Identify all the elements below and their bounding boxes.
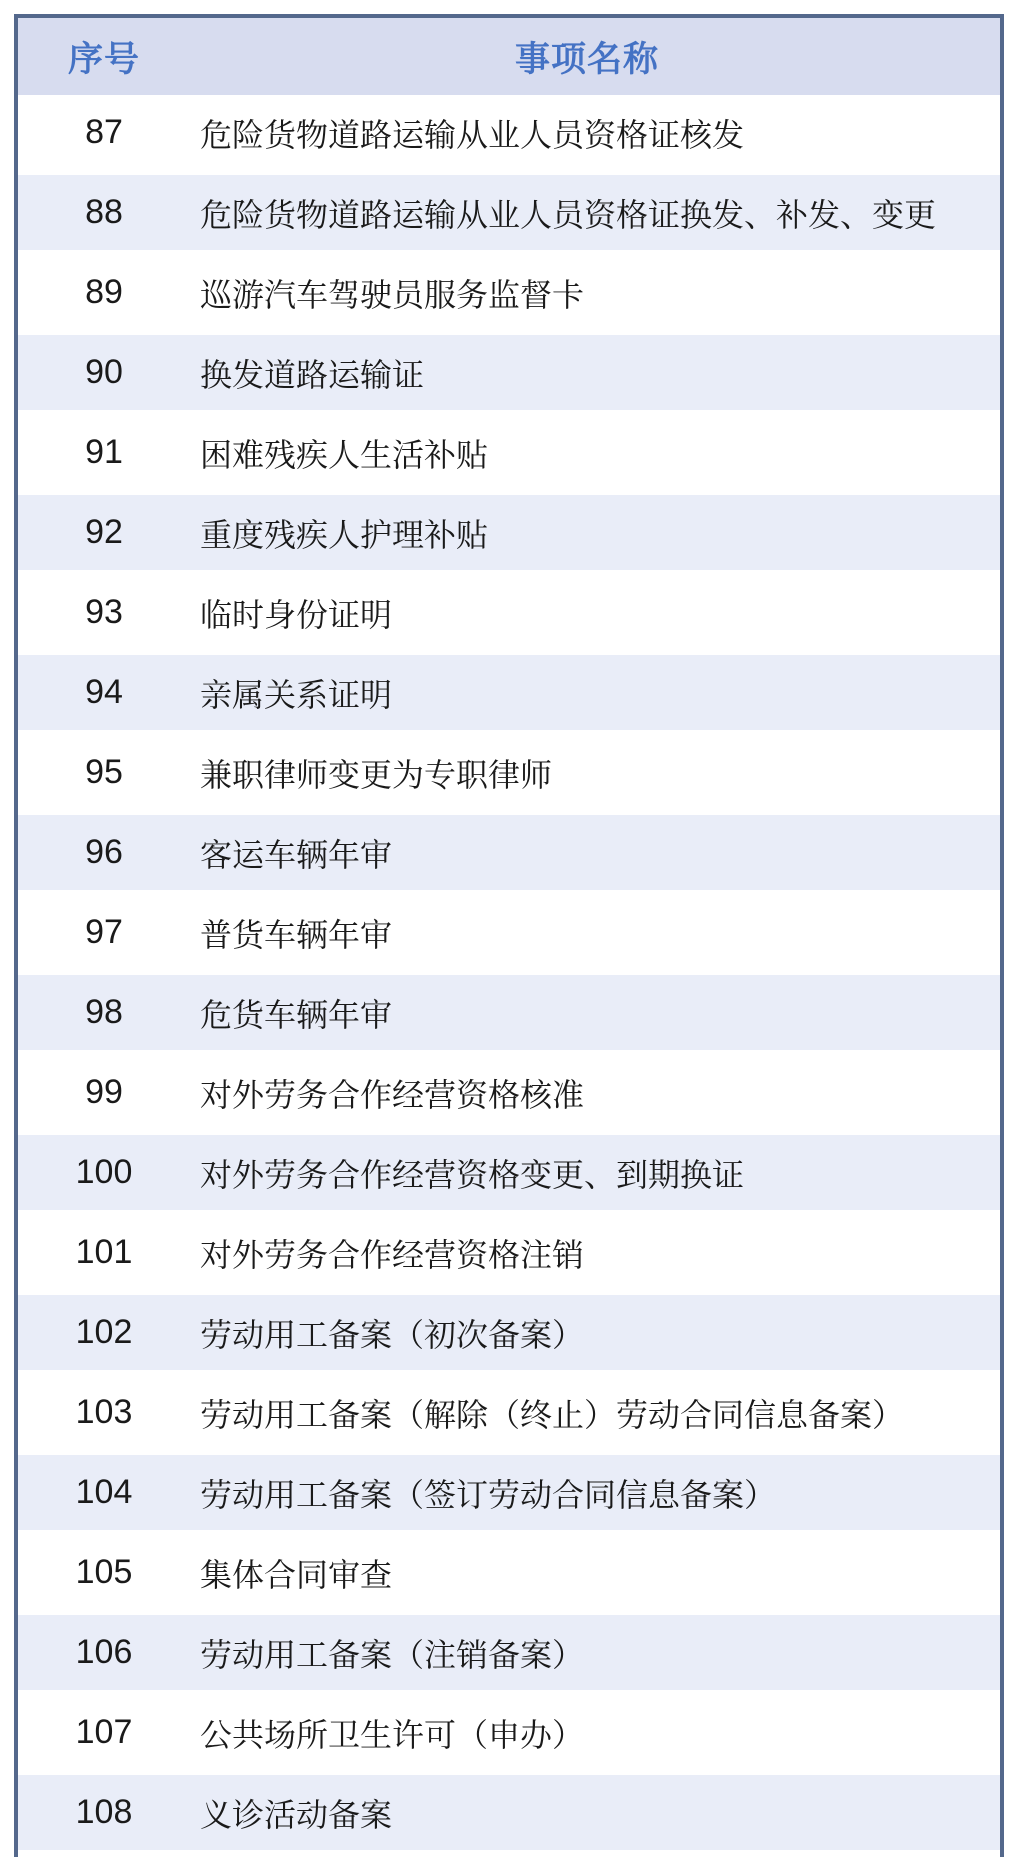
table-row: [18, 1455, 1000, 1535]
cell-item-name: 客运车辆年审: [200, 836, 393, 873]
cell-serial-number: 97: [85, 913, 123, 951]
cell-serial-number: 107: [75, 1713, 133, 1751]
cell-serial-number: 96: [85, 833, 123, 871]
table-body: [18, 95, 1000, 1855]
cell-serial-number: 90: [85, 353, 123, 391]
cell-serial-number: 92: [85, 513, 123, 551]
table-row: [18, 1375, 1000, 1455]
cell-serial-number: 94: [85, 673, 123, 711]
cell-item-name: 换发道路运输证: [200, 356, 425, 393]
table-row: [18, 815, 1000, 895]
cell-serial-number: 106: [75, 1633, 133, 1671]
cell-serial-number: 95: [85, 753, 123, 791]
cell-serial-number: 100: [75, 1153, 133, 1191]
table-row: [18, 95, 1000, 175]
table-row: [18, 735, 1000, 815]
table-row: [18, 1535, 1000, 1615]
header-cell-serial-number: 序号: [67, 39, 140, 79]
table-row: [18, 655, 1000, 735]
cell-serial-number: 101: [75, 1233, 133, 1271]
services-table: [14, 14, 1004, 1857]
table-row: [18, 1135, 1000, 1215]
table-header-row: [18, 18, 1000, 95]
cell-serial-number: 89: [85, 273, 123, 311]
cell-item-name: 危险货物道路运输从业人员资格证换发、补发、变更: [200, 196, 937, 233]
table-row: [18, 415, 1000, 495]
cell-item-name: 巡游汽车驾驶员服务监督卡: [200, 276, 585, 313]
table-row: [18, 1215, 1000, 1295]
cell-serial-number: 93: [85, 593, 123, 631]
table-row: [18, 895, 1000, 975]
table-row: [18, 255, 1000, 335]
table-row: [18, 495, 1000, 575]
table-row: [18, 1055, 1000, 1135]
table-row: [18, 1615, 1000, 1695]
cell-item-name: 亲属关系证明: [200, 676, 393, 713]
cell-item-name: 劳动用工备案（解除（终止）劳动合同信息备案）: [200, 1396, 905, 1433]
cell-serial-number: 108: [75, 1793, 133, 1831]
cell-serial-number: 102: [75, 1313, 133, 1351]
cell-item-name: 困难残疾人生活补贴: [200, 436, 489, 473]
cell-item-name: 对外劳务合作经营资格变更、到期换证: [200, 1156, 745, 1193]
table-row: [18, 575, 1000, 655]
cell-item-name: 危险货物道路运输从业人员资格证核发: [200, 116, 745, 153]
cell-item-name: 义诊活动备案: [200, 1796, 393, 1833]
table-row: [18, 335, 1000, 415]
table-row: [18, 1775, 1000, 1855]
cell-serial-number: 87: [85, 113, 123, 151]
cell-item-name: 对外劳务合作经营资格注销: [200, 1236, 585, 1273]
cell-item-name: 普货车辆年审: [200, 916, 393, 953]
cell-item-name: 劳动用工备案（初次备案）: [200, 1316, 585, 1353]
table-row: [18, 1695, 1000, 1775]
cell-serial-number: 105: [75, 1553, 133, 1591]
cell-serial-number: 88: [85, 193, 123, 231]
cell-serial-number: 98: [85, 993, 123, 1031]
cell-item-name: 兼职律师变更为专职律师: [200, 756, 553, 793]
header-cell-item-name: 事项名称: [514, 39, 659, 79]
cell-serial-number: 104: [75, 1473, 133, 1511]
cell-serial-number: 103: [75, 1393, 133, 1431]
cell-item-name: 重度残疾人护理补贴: [200, 516, 489, 553]
cell-item-name: 对外劳务合作经营资格核准: [200, 1076, 585, 1113]
table-row: [18, 175, 1000, 255]
table-row: [18, 975, 1000, 1055]
cell-item-name: 集体合同审查: [200, 1556, 393, 1593]
cell-item-name: 危货车辆年审: [200, 996, 393, 1033]
cell-serial-number: 99: [85, 1073, 123, 1111]
cell-item-name: 劳动用工备案（签订劳动合同信息备案）: [200, 1476, 777, 1513]
table-row: [18, 1295, 1000, 1375]
cell-item-name: 劳动用工备案（注销备案）: [200, 1636, 585, 1673]
cell-item-name: 公共场所卫生许可（申办）: [200, 1716, 585, 1753]
cell-item-name: 临时身份证明: [200, 596, 393, 633]
cell-serial-number: 91: [85, 433, 123, 471]
